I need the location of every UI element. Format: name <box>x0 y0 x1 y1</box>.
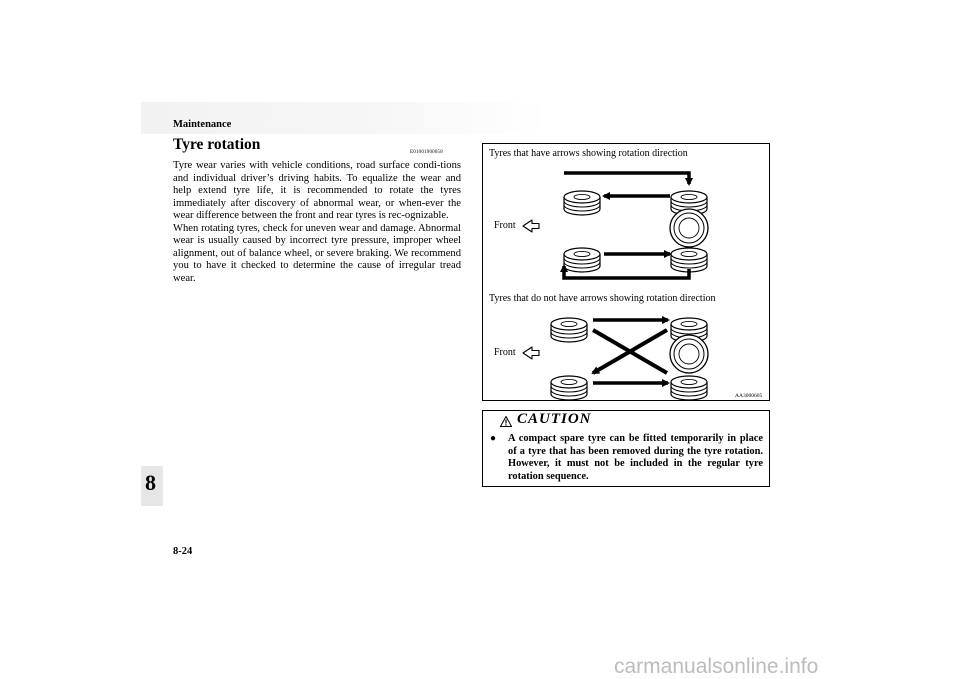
chapter-number: 8 <box>145 470 156 495</box>
watermark: carmanualsonline.info <box>614 655 819 678</box>
front-label-top: Front <box>494 220 516 231</box>
paragraph-1: Tyre wear varies with vehicle conditions, road surface condi-tions and individual driver’s driving habits. To equalize the wear and help extend tyre life, it is recommended to rotate the tyres immediately after discovery of abnormal wear, or when-ever the wear difference between the front and rear tyres is rec-ognizable. <box>173 160 461 221</box>
paragraph-2: When rotating tyres, check for uneven wear and damage. Abnormal wear is usually caused by incorrect tyre pressure, improper wheel alignment, out of balance wheel, or severe braking. We recommend you to have it checked to determine the cause of irregular tread wear. <box>173 222 461 284</box>
figure-code: AA3000605 <box>735 393 763 399</box>
warning-triangle-icon <box>500 416 512 427</box>
caution-text: A compact spare tyre can be fitted temporarily in place of a tyre that has been removed during the tyre rotation. However, it must not be included in the regular tyre rotation sequence. <box>508 433 763 482</box>
caution-title: CAUTION <box>517 411 592 427</box>
diagram-caption-arrows: Tyres that have arrows showing rotation direction <box>489 148 688 159</box>
front-label-bottom: Front <box>494 347 516 358</box>
diagram-graphics <box>483 144 771 402</box>
article-code: E01001900058 <box>410 150 443 155</box>
tyre-rotation-diagram <box>482 143 770 401</box>
section-title: Maintenance <box>173 119 232 130</box>
diagram-caption-no-arrows: Tyres that do not have arrows showing rotation direction <box>489 293 716 304</box>
article-title: Tyre rotation <box>173 136 261 153</box>
front-arrow-icon <box>523 220 539 232</box>
article-body <box>173 160 461 285</box>
bullet: ● <box>490 433 497 444</box>
page-number: 8-24 <box>173 546 193 557</box>
front-arrow-icon <box>523 347 539 359</box>
